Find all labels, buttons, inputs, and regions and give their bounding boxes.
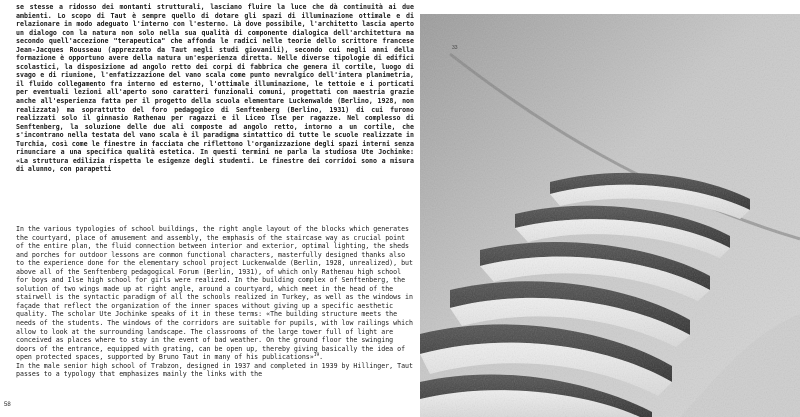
italian-text-block: se stesse a ridosso dei montanti strutturali, lasciano fluire la luce che dà continuità ai due ambienti. Lo scopo di Taut è sempre quello di dotare gli spazi di illuminazione ottimale e di relazionare in modo adeguato l'interno con l'esterno. Là dove possibile, l'architetto lascia aperto un dialogo con la natura non solo nella sua qualità di componente dialogica dell'architettura ma secondo quell'accezione "terapeutica" che affonda le radici nelle teorie dello scrittore francese Jean-Jacques Rousseau (apprezzato da Taut negli studi giovanili), secondo cui negli anni della formazione è opportuno avere della natura un'esperienza diretta. Nelle diverse tipologie di edifici scolastici, la disposizione ad angolo retto dei corpi di fabbrica che genera il cortile, luogo di svago e di riunione, l'enfatizzazione del vano scala come punto nevralgico dell'intera planimetria, il fluido collegamento fra interno ed esterno, l'ottimale illuminazione, le tettoie e i porticati per eventuali lezioni all'aperto sono caratteri funzionali comuni, progettati con maestria grazie anche all'esperienza fatta per il progetto della scuola elementare Luckenwalde (Berlino, 1928, non realizzata) ma soprattutto del foro pedagogico di Senftenberg (Berlino, 1931) di cui furono realizzati solo il ginnasio Rathenau per ragazzi e il Liceo Ilse per ragazze. Nel complesso di Senftenberg, la soluzione delle due ali composte ad angolo retto, intorno a un cortile, che s'incontrano nella testata del vano scala è il paradigma sintattico di tutte le scuole realizzate in Turchia, così come le finestre in facciata che riflettono l'organizzazione degli spazi interni senza rinunciare a una specifica qualità estetica. In questi termini ne parla la studiosa Ute Jochinke: «La struttura edilizia rispetta le esigenze degli studenti. Le finestre dei corridoi sono a misura di alunno, con parapetti [16,3,414,174]
english-paragraph [16,225,414,362]
text-column [16,3,414,174]
page-number: 58 [4,402,11,408]
english-paragraph: In the male senior high school of Trabzon, designed in 1937 and completed in 1939 by Hillinger, Taut passes to a typology that emphasizes mainly the links with the [16,361,413,379]
footnote-reference[interactable]: 19 [313,353,320,359]
photo-figure-label: 33 [452,45,458,51]
english-paragraph-1: In the various typologies of school buildings, the right angle layout of the blocks which generates the courtyard, place of amusement and assembly, the emphasis of the staircase way as crucial point of the entire plan, the fluid connection between interior and exterior, optimal lighting, the sheds and porches for outdoor lessons are common functional characters, masterfully designed thanks also to the experience done for the elementary school project Luckenwalde (Berlin, 1928, unrealized), but above all of the Senftenberg pedagogical Forum (Berlin, 1931), of which only Rathenau high school for boys and Ilse high school for girls were realized. In the building complex of Senftenberg, the solution of two wings made up at right angle, around a courtyard, which meet in the head of the stairwell is the syntactic paradigm of all the schools realized in Turkey, as well as the windows in façade that reflect the organization of the inner spaces without giving up a specific aesthetic quality. The scholar Ute Jochinke speaks of it in these terms: «The building structure meets the needs of the students. The windows of the corridors are suitable for pupils, with low railings which allow to look at the surrounding landscape. The classrooms of the large tower full of light are conceived as places where to stay in the event of bad weather. On the ground floor the swinging doors of the entrance, equipped with grating, can be open up, thereby giving basically the idea of open protected spaces, supported by Bruno Taut in many of his publications» [16,225,413,362]
english-paragraph-1-end: . [319,353,324,362]
staircase-photo [420,14,800,417]
english-text-block [16,225,414,379]
